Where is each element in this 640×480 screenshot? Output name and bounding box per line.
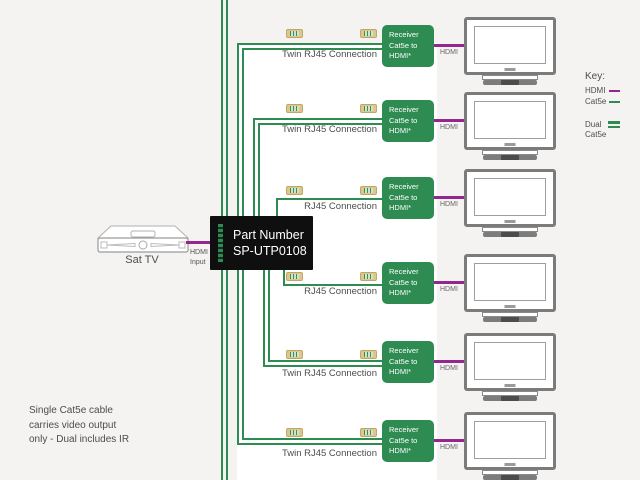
cat5e-line bbox=[283, 270, 285, 286]
cat5e-line bbox=[263, 365, 382, 367]
rj45-connector-icon bbox=[360, 272, 377, 281]
rj45-connector-icon bbox=[286, 186, 303, 195]
brand-logo-icon bbox=[218, 224, 223, 262]
rj45-connector-icon bbox=[360, 186, 377, 195]
rj45-connector-icon bbox=[286, 29, 303, 38]
sat-tv-box bbox=[97, 225, 189, 255]
receiver-line3: HDMI* bbox=[389, 203, 412, 212]
tv-display bbox=[464, 333, 556, 405]
cat5e-line bbox=[263, 270, 265, 367]
hdmi-input-line1: HDMI bbox=[190, 249, 208, 256]
receiver-line2: Cat5e to bbox=[389, 356, 418, 366]
receiver-line3: HDMI* bbox=[389, 446, 412, 455]
receiver-line3: HDMI* bbox=[389, 288, 412, 297]
connection-label: RJ45 Connection bbox=[304, 201, 377, 212]
rj45-connector-icon bbox=[286, 350, 303, 359]
cat5e-line bbox=[237, 43, 382, 45]
hdmi-line bbox=[434, 119, 464, 122]
hdmi-label: HDMI bbox=[440, 286, 458, 293]
hdmi-line bbox=[434, 360, 464, 363]
hdmi-line bbox=[434, 281, 464, 284]
hdmi-line bbox=[434, 44, 464, 47]
connection-label: Twin RJ45 Connection bbox=[281, 448, 377, 459]
tv-display bbox=[464, 169, 556, 241]
footnote bbox=[29, 404, 129, 448]
receiver-line1: Receiver bbox=[389, 30, 419, 39]
cat5e-line bbox=[268, 360, 382, 362]
key-dual-swatch bbox=[608, 126, 620, 129]
hdmi-line bbox=[186, 241, 212, 244]
receiver-box bbox=[382, 420, 434, 462]
key-title: Key: bbox=[585, 71, 606, 82]
key-dual-label: Dual bbox=[585, 120, 602, 129]
rj45-connector-icon bbox=[286, 272, 303, 281]
hdmi-input-line2: Input bbox=[190, 258, 206, 266]
cat5e-line bbox=[237, 270, 239, 445]
tv-display bbox=[464, 92, 556, 164]
sat-tv-label: Sat TV bbox=[125, 254, 159, 266]
receiver-line2: Cat5e to bbox=[389, 40, 418, 50]
receiver-line1: Receiver bbox=[389, 425, 419, 434]
receiver-line3: HDMI* bbox=[389, 126, 412, 135]
receiver-box bbox=[382, 25, 434, 67]
part-number-line2: SP-UTP0108 bbox=[233, 244, 307, 258]
receiver-box bbox=[382, 100, 434, 142]
receiver-line3: HDMI* bbox=[389, 367, 412, 376]
part-number bbox=[233, 227, 307, 259]
receiver-line1: Receiver bbox=[389, 267, 419, 276]
rj45-connector-icon bbox=[360, 29, 377, 38]
hdmi-line bbox=[434, 196, 464, 199]
hdmi-label: HDMI bbox=[440, 124, 458, 131]
receiver-line1: Receiver bbox=[389, 182, 419, 191]
key-dual-swatch bbox=[608, 121, 620, 124]
hdmi-line bbox=[434, 439, 464, 442]
cat5e-line bbox=[237, 443, 382, 445]
receiver-line2: Cat5e to bbox=[389, 115, 418, 125]
key-dual-label2: Cat5e bbox=[585, 130, 607, 139]
receiver-line2: Cat5e to bbox=[389, 277, 418, 287]
cat5e-line bbox=[268, 270, 270, 362]
connection-label: RJ45 Connection bbox=[304, 286, 377, 297]
tv-display bbox=[464, 17, 556, 89]
rj45-connector-icon bbox=[286, 104, 303, 113]
key-cat5e-label: Cat5e bbox=[585, 97, 607, 106]
rj45-connector-icon bbox=[360, 428, 377, 437]
tv-display bbox=[464, 412, 556, 480]
receiver-box bbox=[382, 262, 434, 304]
receiver-line1: Receiver bbox=[389, 346, 419, 355]
receiver-box bbox=[382, 177, 434, 219]
cat5e-line bbox=[276, 198, 382, 200]
hdmi-label: HDMI bbox=[440, 201, 458, 208]
hdmi-label: HDMI bbox=[440, 49, 458, 56]
key-cat5e-swatch bbox=[609, 101, 620, 104]
splitter-box bbox=[210, 216, 313, 270]
receiver-line2: Cat5e to bbox=[389, 192, 418, 202]
receiver-box bbox=[382, 341, 434, 383]
rj45-connector-icon bbox=[360, 350, 377, 359]
cat5e-line bbox=[237, 43, 239, 216]
part-number-line1: Part Number bbox=[233, 228, 304, 242]
hdmi-label: HDMI bbox=[440, 365, 458, 372]
rj45-connector-icon bbox=[360, 104, 377, 113]
connection-label: Twin RJ45 Connection bbox=[281, 49, 377, 60]
receiver-line2: Cat5e to bbox=[389, 435, 418, 445]
hdmi-label: HDMI bbox=[440, 444, 458, 451]
tv-display bbox=[464, 254, 556, 326]
receiver-line3: HDMI* bbox=[389, 51, 412, 60]
key-hdmi-swatch bbox=[609, 90, 620, 93]
footnote-line2: carries video output bbox=[29, 419, 117, 431]
rj45-connector-icon bbox=[286, 428, 303, 437]
tv-display bbox=[464, 0, 556, 4]
hdmi-input-label bbox=[190, 248, 208, 267]
cat5e-line bbox=[253, 118, 382, 120]
connection-label: Twin RJ45 Connection bbox=[281, 124, 377, 135]
connection-label: Twin RJ45 Connection bbox=[281, 368, 377, 379]
key-legend bbox=[585, 71, 637, 139]
footnote-line3: only - Dual includes IR bbox=[29, 434, 130, 445]
footnote-line1: Single Cat5e cable bbox=[29, 405, 113, 416]
receiver-line1: Receiver bbox=[389, 105, 419, 114]
key-hdmi-label: HDMI bbox=[585, 86, 606, 95]
cat5e-line bbox=[242, 438, 382, 440]
